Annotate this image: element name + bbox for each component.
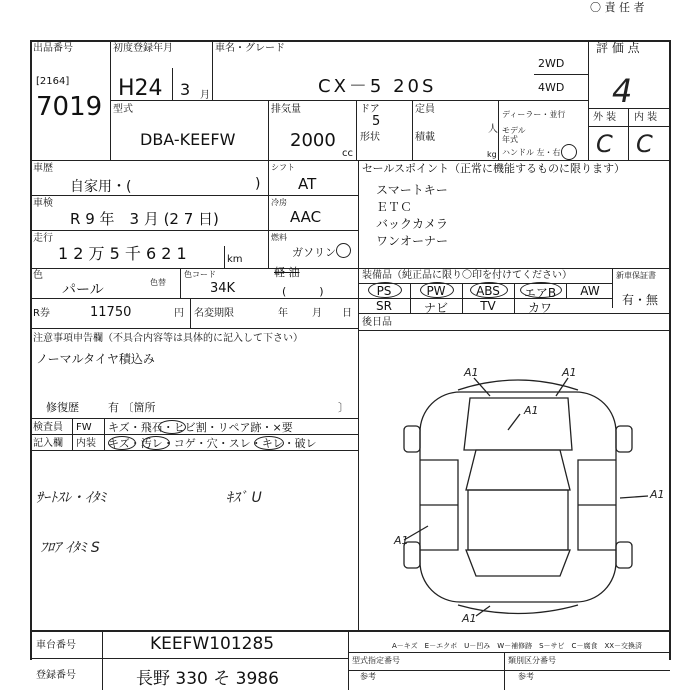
doors-label: ドア	[360, 104, 380, 115]
equip-navi: ナビ	[423, 301, 448, 315]
equip-ps: PS	[376, 284, 392, 298]
equip-sr: SR	[376, 299, 392, 313]
name-change-day: 日	[342, 308, 352, 319]
damage-mark-3: A1	[524, 404, 539, 417]
color-label: 色	[33, 270, 43, 281]
circle-rub	[254, 436, 284, 450]
sales-point-3: バックカメラ	[376, 217, 449, 231]
category-label: 類別区分番号	[508, 656, 556, 665]
sales-point-2: ＥＴＣ	[376, 200, 413, 214]
cargo-label: 積載	[415, 132, 435, 143]
fw-items: キズ・飛石・ヒビ割・リペア跡・×要	[108, 421, 293, 434]
circle-chip	[158, 420, 186, 434]
ac-value: AAC	[290, 208, 322, 226]
fuel-paren: ( )	[282, 285, 324, 298]
equip-leather: カワ	[527, 301, 552, 315]
exterior-score: C	[596, 130, 613, 158]
history-label: 車歴	[33, 163, 53, 174]
inspection-label: 車検	[33, 198, 53, 209]
chassis-number: KEEFW101285	[150, 634, 275, 654]
notes-value: ノーマルタイヤ積込み	[36, 352, 155, 366]
history-close: )	[255, 176, 261, 192]
displacement-unit: cc	[342, 148, 353, 159]
name-change-label: 名変期限	[194, 308, 234, 319]
notes-label: 注意事項申告欄（不具合内容等は具体的に記入して下さい）	[33, 333, 303, 344]
circle-airbag	[520, 282, 562, 298]
damage-mark-4: A1	[394, 534, 409, 547]
first-reg-label: 初度登録年月	[113, 43, 173, 54]
drive-4wd: 4WD	[538, 81, 565, 94]
inspector-label: 検査員	[33, 422, 63, 433]
score-value: 4	[612, 72, 633, 110]
repair-value: 有 〔箇所	[108, 401, 156, 414]
recycle-unit: 円	[174, 308, 184, 319]
kg-unit: kg	[487, 150, 497, 159]
fuel-light-oil: 軽 油	[274, 266, 300, 279]
equip-airbag: エアB	[523, 286, 557, 300]
name-change-month: 月	[312, 308, 322, 319]
circle-scratch	[108, 436, 136, 450]
first-reg-era: H24	[118, 76, 163, 101]
circle-ps	[368, 282, 402, 298]
circle-abs	[470, 282, 508, 298]
displacement-value: 2000	[290, 130, 336, 151]
circle-pw	[420, 282, 454, 298]
lot-sub-code: [2164]	[36, 76, 70, 87]
shape-label: 形状	[360, 132, 380, 143]
drive-2wd: 2WD	[538, 57, 565, 70]
interior-row-label: 内装	[76, 438, 96, 449]
model-label: 型式	[113, 104, 133, 115]
registration-number: 長野 330 そ 3986	[136, 669, 279, 689]
damage-mark-1: A1	[464, 366, 479, 379]
steering-circle	[561, 144, 577, 160]
interior-items: キズ・汚レ・コゲ・穴・スレ・キレ・破レ	[108, 437, 317, 450]
interior-label: 内 装	[634, 112, 658, 123]
handwritten-note-3: ﾌﾛｱ ｲﾀﾐ S	[40, 540, 100, 556]
mileage-unit: km	[227, 254, 243, 265]
entry-label: 記入欄	[33, 438, 63, 449]
score-label: 評 価 点	[596, 41, 640, 55]
repair-close: 〕	[338, 401, 349, 414]
chassis-label: 車台番号	[36, 640, 76, 651]
exterior-label: 外 装	[593, 112, 617, 123]
damage-mark-5: A1	[650, 488, 665, 501]
handwritten-note-2: ｷｽﾞ U	[226, 490, 262, 506]
fuel-gasoline: ガソリン	[292, 246, 336, 259]
capacity-label: 定員	[415, 104, 435, 115]
steering-label: ハンドル 左・右	[502, 148, 561, 157]
wheel-front-left	[404, 426, 420, 452]
lot-label: 出品番号	[33, 43, 73, 54]
lot-number: 7019	[36, 92, 103, 122]
doors-value: 5	[372, 114, 381, 129]
model-value: DBA-KEEFW	[140, 130, 236, 149]
displacement-label: 排気量	[271, 104, 301, 115]
type-designation-label: 型式指定番号	[352, 656, 400, 665]
fw-label: FW	[76, 422, 92, 433]
sales-point-4: ワンオーナー	[376, 234, 449, 248]
car-rear-glass	[466, 550, 570, 576]
sales-point-1: スマートキー	[376, 183, 448, 197]
warranty-value: 有・無	[622, 293, 659, 307]
fuel-circle	[336, 243, 351, 258]
mileage-label: 走行	[33, 233, 53, 244]
handwritten-note-1: ｻｰﾄｽﾚ・ｲﾀﾐ	[36, 490, 106, 506]
car-name-label: 車名・グレード	[215, 43, 285, 54]
interior-score: C	[636, 130, 653, 158]
car-windshield	[466, 450, 570, 490]
color-code-label: 色コード	[184, 270, 216, 279]
color-value: パール	[62, 282, 104, 298]
equip-aw: AW	[580, 284, 600, 298]
equip-tv: TV	[480, 299, 496, 313]
damage-mark-6: A1	[462, 612, 477, 625]
registration-label: 登録番号	[36, 670, 76, 681]
recycle-label: R券	[33, 308, 50, 319]
category-ref-label: 参考	[518, 672, 534, 681]
model-year-label: モデル年式	[502, 126, 526, 144]
car-name: CX－5 20S	[318, 76, 437, 97]
equipment-label: 装備品（純正品に限り〇印を付けてください）	[362, 270, 572, 281]
car-damage-diagram	[358, 330, 670, 630]
shift-value: AT	[298, 175, 317, 193]
first-reg-month: 3	[180, 80, 191, 99]
color-code: 34K	[210, 281, 236, 296]
inspection-value: R 9 年 3 月 (2 7 日)	[70, 210, 219, 228]
damage-mark-2: A1	[562, 366, 577, 379]
inspector-mark: 〇 責 任 者	[590, 1, 645, 14]
fuel-label: 燃料	[271, 233, 287, 242]
sales-points-label: セールスポイント（正常に機能するものに限ります）	[362, 162, 626, 175]
mileage-value: 1 2 万 5 千 6 2 1	[58, 244, 187, 263]
person-unit: 人	[488, 124, 498, 135]
repair-label: 修復歴	[46, 401, 79, 414]
color-change-label: 色替	[150, 278, 166, 287]
dealer-label: ディーラー・並行	[502, 110, 566, 119]
damage-legend: A－キズ E－エクボ U－凹み W－補修跡 S－サビ C－腐食 XX－交換済	[392, 642, 643, 650]
ac-label: 冷房	[271, 198, 287, 207]
equip-abs: ABS	[476, 284, 500, 298]
history-value: 自家用・(	[70, 179, 132, 195]
wheel-rear-right	[616, 542, 632, 568]
shift-label: シフト	[271, 163, 295, 172]
equip-pw: PW	[426, 284, 446, 298]
car-hood	[464, 398, 572, 450]
warranty-label: 新車保証書	[616, 271, 656, 280]
first-reg-month-unit: 月	[200, 90, 210, 101]
front-bumper	[458, 380, 578, 390]
car-roof	[468, 490, 568, 550]
wheel-front-right	[616, 426, 632, 452]
circle-stain	[142, 436, 170, 450]
type-ref-label: 参考	[360, 672, 376, 681]
recycle-value: 11750	[90, 305, 132, 320]
car-body-outline	[420, 392, 616, 602]
rear-items-label: 後日品	[362, 317, 392, 328]
name-change-year: 年	[278, 308, 288, 319]
